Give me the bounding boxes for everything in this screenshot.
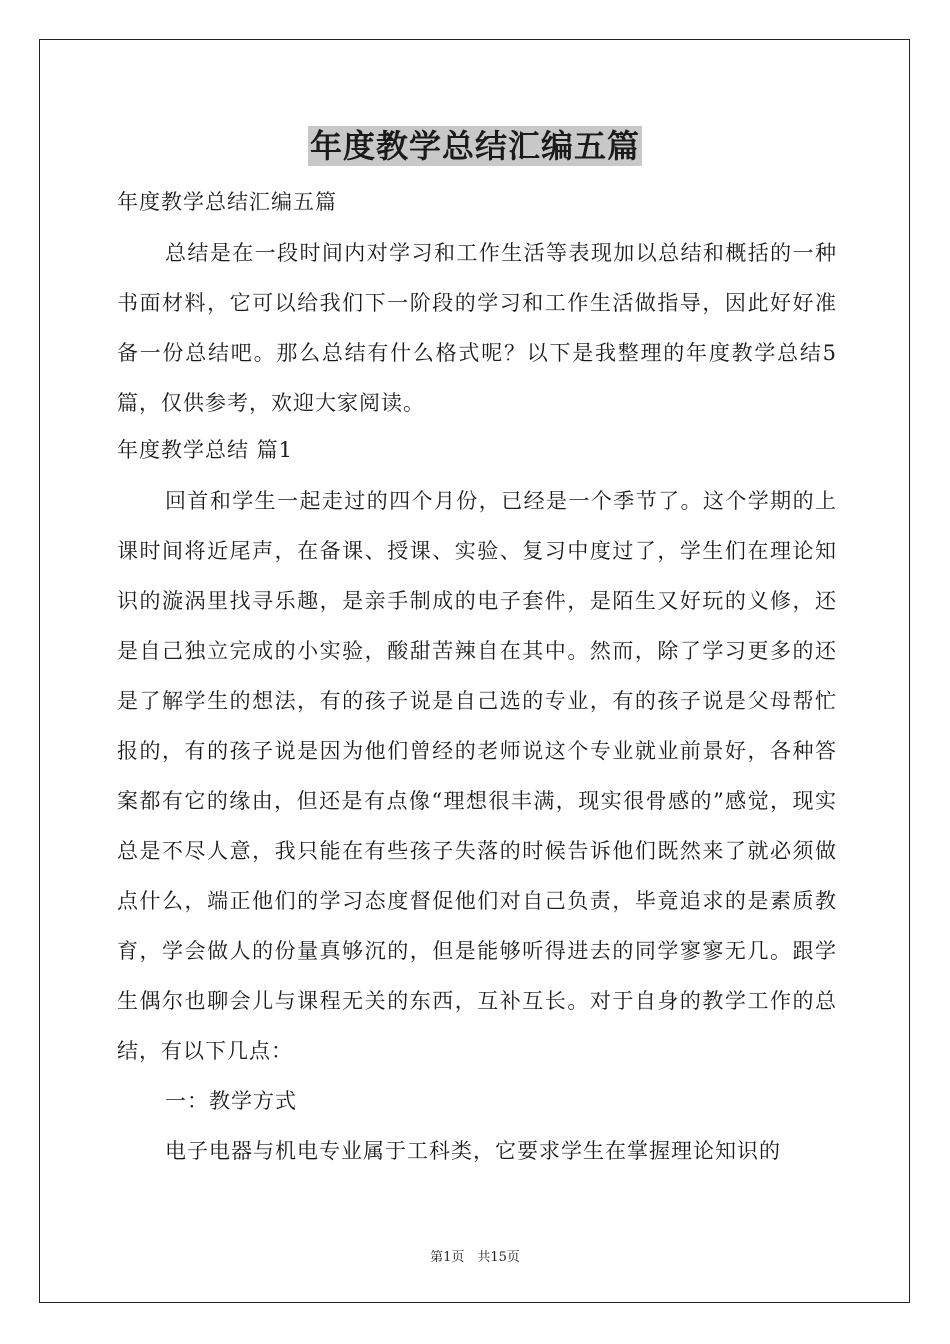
title-container [0, 126, 950, 166]
section-paragraph: 回首和学生一起走过的四个月份，已经是一个季节了。这个学期的上课时间将近尾声，在备课、授课、实验、复习中度过了，学生们在理论知识的漩涡里找寻乐趣，是亲手制成的电子套件，是陌生又好玩的义修，还是自己独立完成的小实验，酸甜苦辣自在其中。然而，除了学习更多的还是了解学生的想法，有的孩子说是自己选的专业，有的孩子说是父母帮忙报的，有的孩子说是因为他们曾经的老师说这个专业就业前景好，各种答案都有它的缘由，但还是有点像“理想很丰满，现实很骨感的”感觉，现实总是不尽人意，我只能在有些孩子失落的时候告诉他们既然来了就必须做点什么，端正他们的学习态度督促他们对自己负责，毕竟追求的是素质教育，学会做人的份量真够沉的，但是能够听得进去的同学寥寥无几。跟学生偶尔也聊会儿与课程无关的东西，互补互长。对于自身的教学工作的总结，有以下几点： [117, 489, 837, 1063]
point-heading: 一：教学方式 [165, 1089, 297, 1113]
section-heading: 年度教学总结 篇1 [117, 438, 294, 462]
document-body [117, 180, 837, 1176]
document-title: 年度教学总结汇编五篇 [309, 127, 640, 165]
page-number: 第1页 共15页 [430, 1250, 520, 1265]
point-paragraph: 电子电器与机电专业属于工科类，它要求学生在掌握理论知识的 [165, 1139, 781, 1163]
subtitle: 年度教学总结汇编五篇 [117, 190, 337, 214]
intro-paragraph: 总结是在一段时间内对学习和工作生活等表现加以总结和概括的一种书面材料，它可以给我们下一阶段的学习和工作生活做指导，因此好好准备一份总结吧。那么总结有什么格式呢？以下是我整理的年度教学总结5篇，仅供参考，欢迎大家阅读。 [117, 241, 837, 415]
